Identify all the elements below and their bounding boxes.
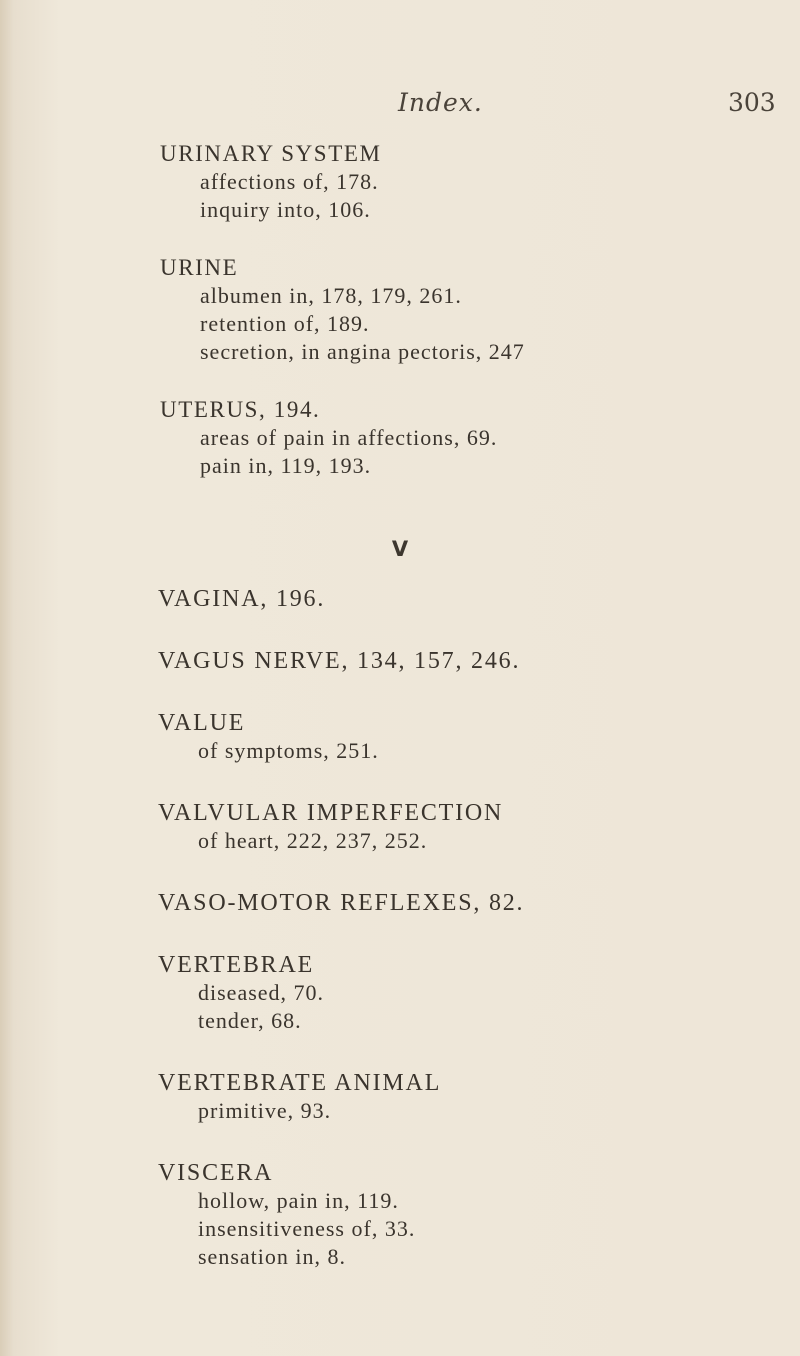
index-entry: [158, 889, 778, 917]
page-number: 303: [728, 88, 776, 117]
index-section-u: [160, 140, 780, 510]
entry-heading: URINARY SYSTEM: [160, 141, 382, 166]
entry-subentry: albumen in, 178, 179, 261.: [200, 283, 462, 308]
entry-subentry: tender, 68.: [198, 1008, 302, 1033]
index-entry: [160, 254, 780, 366]
index-entry: [160, 396, 780, 480]
entry-heading: VISCERA: [158, 1160, 274, 1186]
entry-subentry: hollow, pain in, 119.: [198, 1188, 399, 1213]
entry-heading: VALVULAR IMPERFECTION: [158, 800, 504, 826]
entry-subentry: sensation in, 8.: [198, 1244, 346, 1269]
entry-subentry: of heart, 222, 237, 252.: [198, 828, 428, 853]
entry-subentry: secretion, in angina pectoris, 247: [200, 339, 525, 364]
entry-heading: VERTEBRATE ANIMAL: [158, 1070, 442, 1096]
entry-heading: UTERUS, 194.: [160, 397, 321, 422]
index-entry: [160, 140, 780, 224]
entry-subentry: retention of, 189.: [200, 311, 370, 336]
entry-subentry: diseased, 70.: [198, 980, 325, 1005]
entry-subentry: of symptoms, 251.: [198, 738, 379, 763]
index-entry: [158, 799, 778, 855]
entry-heading: URINE: [160, 255, 239, 280]
entry-subentry: inquiry into, 106.: [200, 197, 371, 222]
index-entry: [158, 647, 778, 675]
index-entry: [158, 951, 778, 1035]
entry-subentry: affections of, 178.: [200, 169, 379, 194]
running-head: Index.: [398, 88, 483, 117]
index-entry: [158, 1159, 778, 1271]
entry-heading: VAGUS NERVE, 134, 157, 246.: [158, 648, 521, 674]
entry-heading: VERTEBRAE: [158, 952, 315, 978]
page-header: [0, 88, 800, 128]
entry-heading: VALUE: [158, 710, 246, 736]
section-letter: V: [391, 537, 409, 561]
entry-subentry: insensitiveness of, 33.: [198, 1216, 416, 1241]
index-entry: [158, 1069, 778, 1125]
entry-subentry: areas of pain in affections, 69.: [200, 425, 498, 450]
entry-subentry: primitive, 93.: [198, 1098, 332, 1123]
index-entry: [158, 709, 778, 765]
index-section-v: [158, 585, 778, 1305]
entry-subentry: pain in, 119, 193.: [200, 453, 372, 478]
entry-heading: VASO-MOTOR REFLEXES, 82.: [158, 890, 525, 916]
index-entry: [158, 585, 778, 613]
entry-heading: VAGINA, 196.: [158, 586, 326, 612]
